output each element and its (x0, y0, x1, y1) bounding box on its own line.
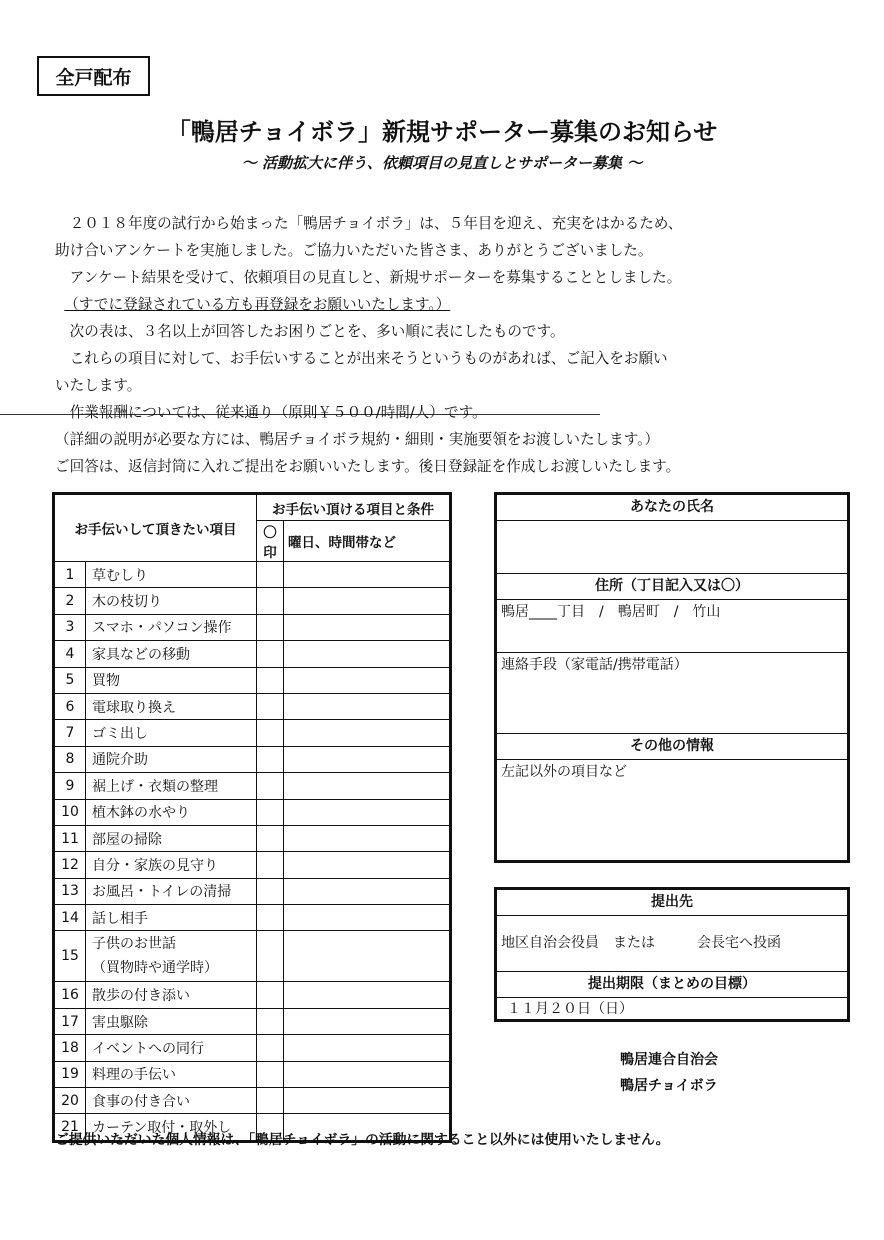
table-row (54, 982, 451, 1008)
name-label: あなたの氏名 (497, 495, 847, 521)
col-header-time: 曜日、時間帯など (284, 521, 451, 562)
table-row (54, 852, 451, 878)
row-item: 電球取り換え (86, 693, 257, 719)
intro-line: 作業報酬については、従来通り（原則￥５００/時間/人）です。 (69, 404, 487, 421)
intro-line: （すでに登録されている方も再登録をお願いいたします。） (64, 296, 451, 313)
col-header-mark: 〇印 (257, 521, 284, 562)
table-row (54, 1035, 451, 1061)
condition-cell[interactable] (284, 799, 451, 825)
row-item: スマホ・パソコン操作 (86, 614, 257, 640)
row-no: 4 (54, 641, 86, 667)
mark-cell[interactable] (257, 799, 284, 825)
condition-cell[interactable] (284, 614, 451, 640)
org-subname: 鴨居チョイボラ (620, 1078, 718, 1094)
mark-cell[interactable] (257, 1035, 284, 1061)
row-no: 3 (54, 614, 86, 640)
row-no: 19 (54, 1061, 86, 1087)
row-item: イベントへの同行 (86, 1035, 257, 1061)
condition-cell[interactable] (284, 878, 451, 904)
row-item: 料理の手伝い (86, 1061, 257, 1087)
contact-label: 連絡手段（家電話/携帯電話） (501, 657, 688, 673)
row-item: 食事の付き合い (86, 1088, 257, 1114)
row-item: 部屋の掃除 (86, 825, 257, 851)
table-row (54, 905, 451, 931)
row-item: 散歩の付き添い (86, 982, 257, 1008)
condition-cell[interactable] (284, 746, 451, 772)
mark-cell[interactable] (257, 720, 284, 746)
other-info-label: その他の情報 (497, 734, 847, 760)
col-header-cond: お手伝い頂ける項目と条件 (257, 494, 451, 521)
row-no: 10 (54, 799, 86, 825)
row-item-line: 子供のお世話 (92, 936, 176, 953)
table-row (54, 1088, 451, 1114)
intro-line: 次の表は、３名以上が回答したお困りごとを、多い順に表にしたものです。 (69, 323, 565, 340)
other-info-hint: 左記以外の項目など (501, 764, 627, 780)
intro-line: （詳細の説明が必要な方には、鴨居チョイボラ規約・細則・実施要領をお渡しいたします。） (55, 431, 660, 448)
org-name: 鴨居連合自治会 (620, 1052, 718, 1068)
table-row (54, 1061, 451, 1087)
mark-cell[interactable] (257, 878, 284, 904)
row-no: 21 (54, 1114, 86, 1141)
table-row (54, 562, 451, 588)
row-item: 家具などの移動 (86, 641, 257, 667)
row-item: 害虫駆除 (86, 1008, 257, 1034)
page-subtitle: ～ 活動拡大に伴う、依頼項目の見直しとサポーター募集 ～ (241, 154, 643, 172)
intro-line: ２０１８年度の試行から始まった「鴨居チョイボラ」は、５年目を迎え、充実をはかるため、 (69, 215, 683, 232)
mark-cell[interactable] (257, 1061, 284, 1087)
mark-cell[interactable] (257, 982, 284, 1008)
address-label: 住所（丁目記入又は〇） (497, 574, 847, 600)
row-no: 15 (54, 931, 86, 982)
intro-text (55, 210, 845, 480)
row-item: お風呂・トイレの清掃 (86, 878, 257, 904)
mark-cell[interactable] (257, 1008, 284, 1034)
table-row (54, 667, 451, 693)
row-item: ゴミ出し (86, 720, 257, 746)
condition-cell[interactable] (284, 825, 451, 851)
row-no: 7 (54, 720, 86, 746)
deadline-label: 提出期限（まとめの目標） (497, 972, 847, 998)
mark-cell[interactable] (257, 614, 284, 640)
contact-field[interactable] (497, 653, 847, 734)
privacy-note: ご提供いただいた個人情報は、「鴨居チョイボラ」の活動に関すること以外には使用いたしません。 (55, 1132, 670, 1148)
table-row (54, 588, 451, 614)
condition-cell[interactable] (284, 720, 451, 746)
table-row (54, 1008, 451, 1034)
condition-cell[interactable] (284, 562, 451, 588)
row-no: 20 (54, 1088, 86, 1114)
row-item (86, 931, 257, 982)
table-row (54, 614, 451, 640)
mark-cell[interactable] (257, 825, 284, 851)
condition-cell[interactable] (284, 773, 451, 799)
row-item: 自分・家族の見守り (86, 852, 257, 878)
condition-cell[interactable] (284, 1008, 451, 1034)
table-row (54, 799, 451, 825)
submit-to-label: 提出先 (497, 890, 847, 916)
col-header-item: お手伝いして頂きたい項目 (54, 494, 257, 562)
intro-line: いたします。 (55, 377, 142, 394)
intro-line: 助け合いアンケートを実施しました。ご協力いただいた皆さま、ありがとうございました。 (55, 242, 653, 259)
deadline-value: １１月２０日（日） (507, 1001, 633, 1017)
condition-cell[interactable] (284, 905, 451, 931)
mark-cell[interactable] (257, 1088, 284, 1114)
row-item: 木の枝切り (86, 588, 257, 614)
condition-cell[interactable] (284, 693, 451, 719)
condition-cell[interactable] (284, 982, 451, 1008)
table-row (54, 878, 451, 904)
table-row (54, 720, 451, 746)
row-no: 11 (54, 825, 86, 851)
mark-cell[interactable] (257, 641, 284, 667)
condition-cell[interactable] (284, 1088, 451, 1114)
condition-cell[interactable] (284, 852, 451, 878)
mark-cell[interactable] (257, 852, 284, 878)
table-row (54, 773, 451, 799)
row-no: 16 (54, 982, 86, 1008)
condition-cell[interactable] (284, 588, 451, 614)
address-field[interactable] (497, 600, 847, 653)
condition-cell[interactable] (284, 1035, 451, 1061)
row-no: 8 (54, 746, 86, 772)
intro-line: これらの項目に対して、お手伝いすることが出来そうというものがあれば、ご記入をお願い (69, 350, 668, 367)
mark-cell[interactable] (257, 746, 284, 772)
mark-cell[interactable] (257, 588, 284, 614)
distribution-tag: 全戸配布 (37, 56, 150, 96)
row-no: 9 (54, 773, 86, 799)
row-no: 6 (54, 693, 86, 719)
row-item: 話し相手 (86, 905, 257, 931)
row-no: 14 (54, 905, 86, 931)
other-info-field[interactable] (497, 760, 847, 860)
row-item: カーテン取付・取外し (86, 1114, 257, 1141)
personal-info-form (494, 492, 850, 863)
condition-cell[interactable] (284, 641, 451, 667)
table-row (54, 693, 451, 719)
mark-cell[interactable] (257, 931, 284, 982)
mark-cell[interactable] (257, 667, 284, 693)
row-no: 12 (54, 852, 86, 878)
mark-cell[interactable] (257, 905, 284, 931)
intro-line: ご回答は、返信封筒に入れご提出をお願いいたします。後日登録証を作成しお渡しいたします。 (55, 458, 681, 475)
submit-to-value: 地区自治会役員 または 会長宅へ投函 (497, 916, 847, 972)
row-no: 2 (54, 588, 86, 614)
row-no: 17 (54, 1008, 86, 1034)
condition-cell[interactable] (284, 667, 451, 693)
row-no: 5 (54, 667, 86, 693)
name-field[interactable] (497, 521, 847, 574)
row-item: 通院介助 (86, 746, 257, 772)
row-no: 13 (54, 878, 86, 904)
row-no: 1 (54, 562, 86, 588)
mark-cell[interactable] (257, 773, 284, 799)
table-row (54, 825, 451, 851)
row-item: 裾上げ・衣類の整理 (86, 773, 257, 799)
mark-cell[interactable] (257, 693, 284, 719)
row-item: 買物 (86, 667, 257, 693)
condition-cell[interactable] (284, 931, 451, 982)
intro-line: アンケート結果を受けて、依頼項目の見直しと、新規サポーターを募集することとしました。 (69, 269, 682, 286)
request-table-wrap (52, 492, 452, 1143)
row-item: 植木鉢の水やり (86, 799, 257, 825)
row-item: 草むしり (86, 562, 257, 588)
address-options: 鴨居____丁目 / 鴨居町 / 竹山 (501, 604, 721, 620)
table-row (54, 746, 451, 772)
request-table (52, 492, 452, 1143)
table-row (54, 931, 451, 982)
mark-cell[interactable] (257, 562, 284, 588)
row-item-line: （買物時や通学時） (92, 960, 218, 977)
row-no: 18 (54, 1035, 86, 1061)
page-title: 「鴨居チョイボラ」新規サポーター募集のお知らせ (166, 118, 718, 146)
condition-cell[interactable] (284, 1061, 451, 1087)
submission-box (494, 887, 850, 1022)
table-row (54, 641, 451, 667)
